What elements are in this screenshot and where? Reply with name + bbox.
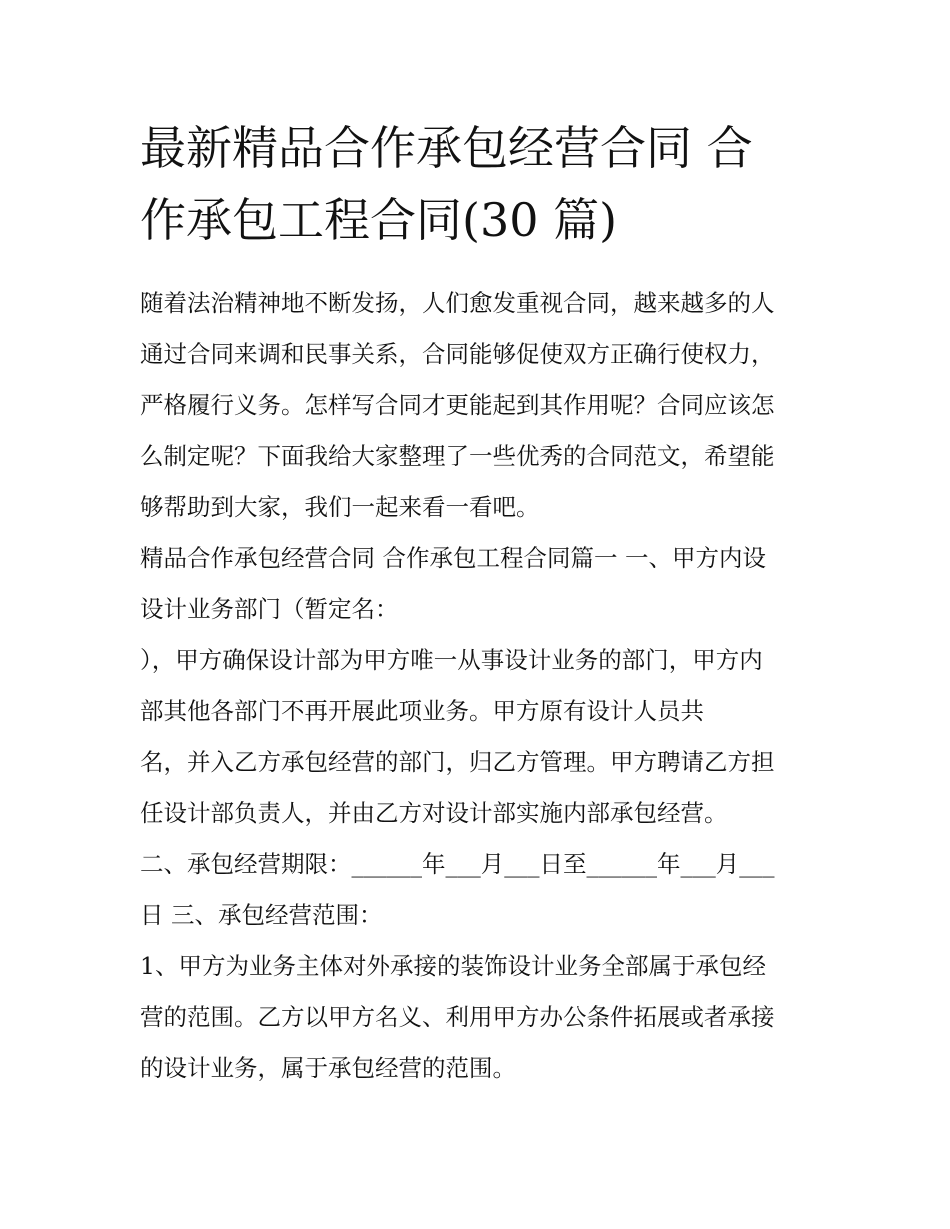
body-line: 够帮助到大家，我们一起来看一看吧。 — [140, 493, 540, 521]
body-line: 随着法治精神地不断发扬，人们愈发重视合同，越来越多的人 — [140, 289, 775, 317]
title-line-1: 最新精品合作承包经营合同 合 — [140, 121, 753, 175]
body-line: 严格履行义务。怎样写合同才更能起到其作用呢？合同应该怎 — [140, 391, 775, 419]
body-line: 设计业务部门（暂定名： — [140, 595, 399, 623]
body-line: 精品合作承包经营合同 合作承包工程合同篇一 一、甲方内设 — [140, 544, 766, 572]
body-line: 二、承包经营期限：______年___月___日至______年___月___ — [140, 850, 775, 878]
body-line: 么制定呢？下面我给大家整理了一些优秀的合同范文，希望能 — [140, 442, 775, 470]
body-line: 名，并入乙方承包经营的部门，归乙方管理。甲方聘请乙方担 — [140, 748, 775, 776]
document-body — [140, 278, 820, 1094]
body-line: ），甲方确保设计部为甲方唯一从事设计业务的部门，甲方内 — [140, 646, 763, 674]
document-title — [140, 112, 820, 256]
body-line: 任设计部负责人，并由乙方对设计部实施内部承包经营。 — [140, 799, 728, 827]
body-line: 日 三、承包经营范围： — [140, 901, 383, 929]
body-line: 营的范围。乙方以甲方名义、利用甲方办公条件拓展或者承接 — [140, 1003, 775, 1031]
body-line: 部其他各部门不再开展此项业务。甲方原有设计人员共 — [140, 697, 704, 725]
body-line: 的设计业务，属于承包经营的范围。 — [140, 1054, 516, 1082]
title-line-2: 作承包工程合同(30 篇) — [140, 193, 618, 247]
body-line: 1、甲方为业务主体对外承接的装饰设计业务全部属于承包经 — [140, 952, 766, 980]
body-line: 通过合同来调和民事关系，合同能够促使双方正确行使权力， — [140, 340, 775, 368]
